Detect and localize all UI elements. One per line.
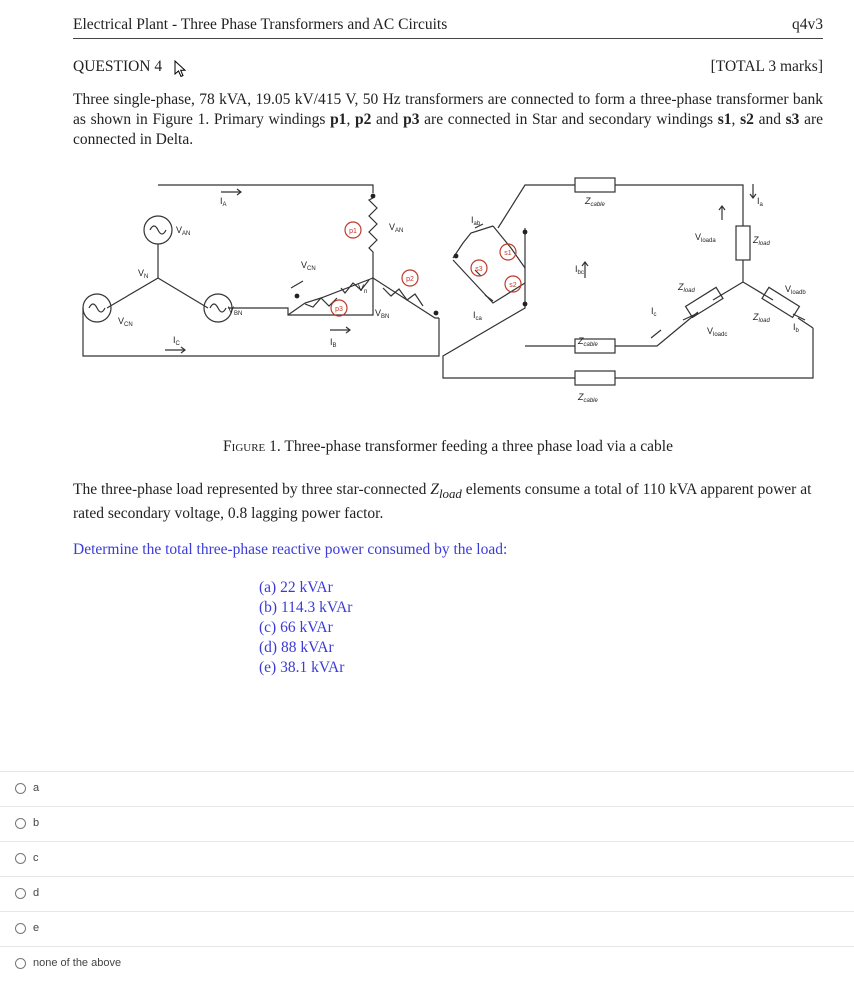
- svg-text:s3: s3: [475, 266, 483, 273]
- svg-text:Iab: $I_{ab}$: [471, 215, 481, 227]
- answer-label-b[interactable]: b: [33, 817, 40, 829]
- choice-c: (c) 66 kVAr: [259, 619, 333, 636]
- radio-button-e[interactable]: [15, 923, 26, 934]
- radio-button-a[interactable]: [15, 783, 26, 794]
- svg-text:VCN: $V_{CN}$: [118, 316, 133, 328]
- answer-label-none[interactable]: none of the above: [33, 957, 122, 969]
- load-description: The three-phase load represented by three star-connected $Z_{load}$ elements consume a total of 110 kVA apparent power at rated secondary voltage, 0.8 lagging power factor.: [73, 481, 812, 523]
- question-label: QUESTION 4: [73, 58, 163, 75]
- svg-text:Zcable: $Z_{cable}$: [578, 336, 598, 348]
- svg-text:Ibc: $I_{bc}$: [575, 264, 584, 276]
- radio-button-none[interactable]: [15, 958, 26, 969]
- svg-text:Ib: $I_b$: [793, 322, 799, 334]
- svg-text:Ic: $I_c$: [651, 306, 657, 318]
- svg-text:Zload: $Z_{load}$: [753, 235, 770, 247]
- radio-button-c[interactable]: [15, 853, 26, 864]
- svg-text:Vn: $V_n$: [358, 283, 368, 295]
- svg-text:s1: s1: [504, 250, 512, 257]
- svg-text:IA: $I_A$: [220, 196, 227, 208]
- answer-option-a[interactable]: [0, 771, 854, 806]
- figure-1-circuit-diagram: [73, 168, 823, 418]
- svg-text:p1: p1: [349, 228, 357, 235]
- course-title: Electrical Plant - Three Phase Transformers and AC Circuits: [73, 16, 448, 33]
- svg-text:Vloadc: $V_{loadc}$: [707, 326, 728, 338]
- svg-text:VBN: $V_{BN}$: [228, 305, 243, 317]
- svg-text:Ia: $I_a$: [757, 196, 763, 208]
- svg-text:IB: $I_B$: [330, 337, 337, 349]
- svg-text:VCN: $V_{CN}$: [301, 260, 316, 272]
- answer-option-d[interactable]: [0, 876, 854, 911]
- mouse-cursor-icon: [174, 60, 188, 78]
- radio-button-b[interactable]: [15, 818, 26, 829]
- svg-text:Ica: $I_{ca}$: [473, 310, 482, 322]
- choice-b: (b) 114.3 kVAr: [259, 599, 353, 616]
- svg-text:Zload: $Z_{load}$: [678, 282, 695, 294]
- figure-caption: Figure 1. Three-phase transformer feeding a three phase load via a cable: [223, 438, 673, 455]
- answer-label-e[interactable]: e: [33, 922, 40, 934]
- svg-text:VN: $V_N$: [138, 268, 149, 280]
- choice-list: [259, 578, 352, 678]
- answer-option-b[interactable]: [0, 806, 854, 841]
- answer-options: [0, 771, 854, 981]
- answer-label-d[interactable]: d: [33, 887, 40, 899]
- answer-option-c[interactable]: [0, 841, 854, 876]
- svg-text:VAN: $V_{AN}$: [389, 222, 404, 234]
- question-code: q4v3: [792, 16, 823, 33]
- svg-text:p3: p3: [335, 306, 343, 313]
- page-header: [73, 14, 823, 39]
- svg-text:VBN: $V_{BN}$: [375, 308, 390, 320]
- svg-text:s2: s2: [509, 282, 517, 289]
- svg-text:Zload: $Z_{load}$: [753, 312, 770, 324]
- answer-option-none[interactable]: [0, 946, 854, 981]
- svg-text:Zcable: $Z_{cable}$: [585, 196, 605, 208]
- svg-text:Zcable: $Z_{cable}$: [578, 392, 598, 404]
- choice-e: (e) 38.1 kVAr: [259, 659, 345, 676]
- choice-a: (a) 22 kVAr: [259, 579, 333, 596]
- choice-d: (d) 88 kVAr: [259, 639, 334, 656]
- answer-label-c[interactable]: c: [33, 852, 39, 864]
- radio-button-d[interactable]: [15, 888, 26, 899]
- question-intro: Three single-phase, 78 kVA, 19.05 kV/415 V, 50 Hz transformers are connected to form a three-phase transformer bank as shown in Figure 1. Primary windings p1, p2 and p3 are connected in Star and secondary windings s1, s2 and s3 are connected in Delta.: [73, 91, 824, 148]
- question-prompt: Determine the total three-phase reactive power consumed by the load:: [73, 541, 508, 558]
- svg-text:VAN: $V_{AN}$: [176, 225, 191, 237]
- svg-text:p2: p2: [406, 276, 414, 283]
- answer-label-a[interactable]: a: [33, 782, 40, 794]
- svg-text:Vloadb: $V_{loadb}$: [785, 284, 806, 296]
- svg-text:IC: $I_C$: [173, 335, 180, 347]
- total-marks: [TOTAL 3 marks]: [710, 58, 823, 75]
- svg-text:Vloada: $V_{loada}$: [695, 232, 716, 244]
- answer-option-e[interactable]: [0, 911, 854, 946]
